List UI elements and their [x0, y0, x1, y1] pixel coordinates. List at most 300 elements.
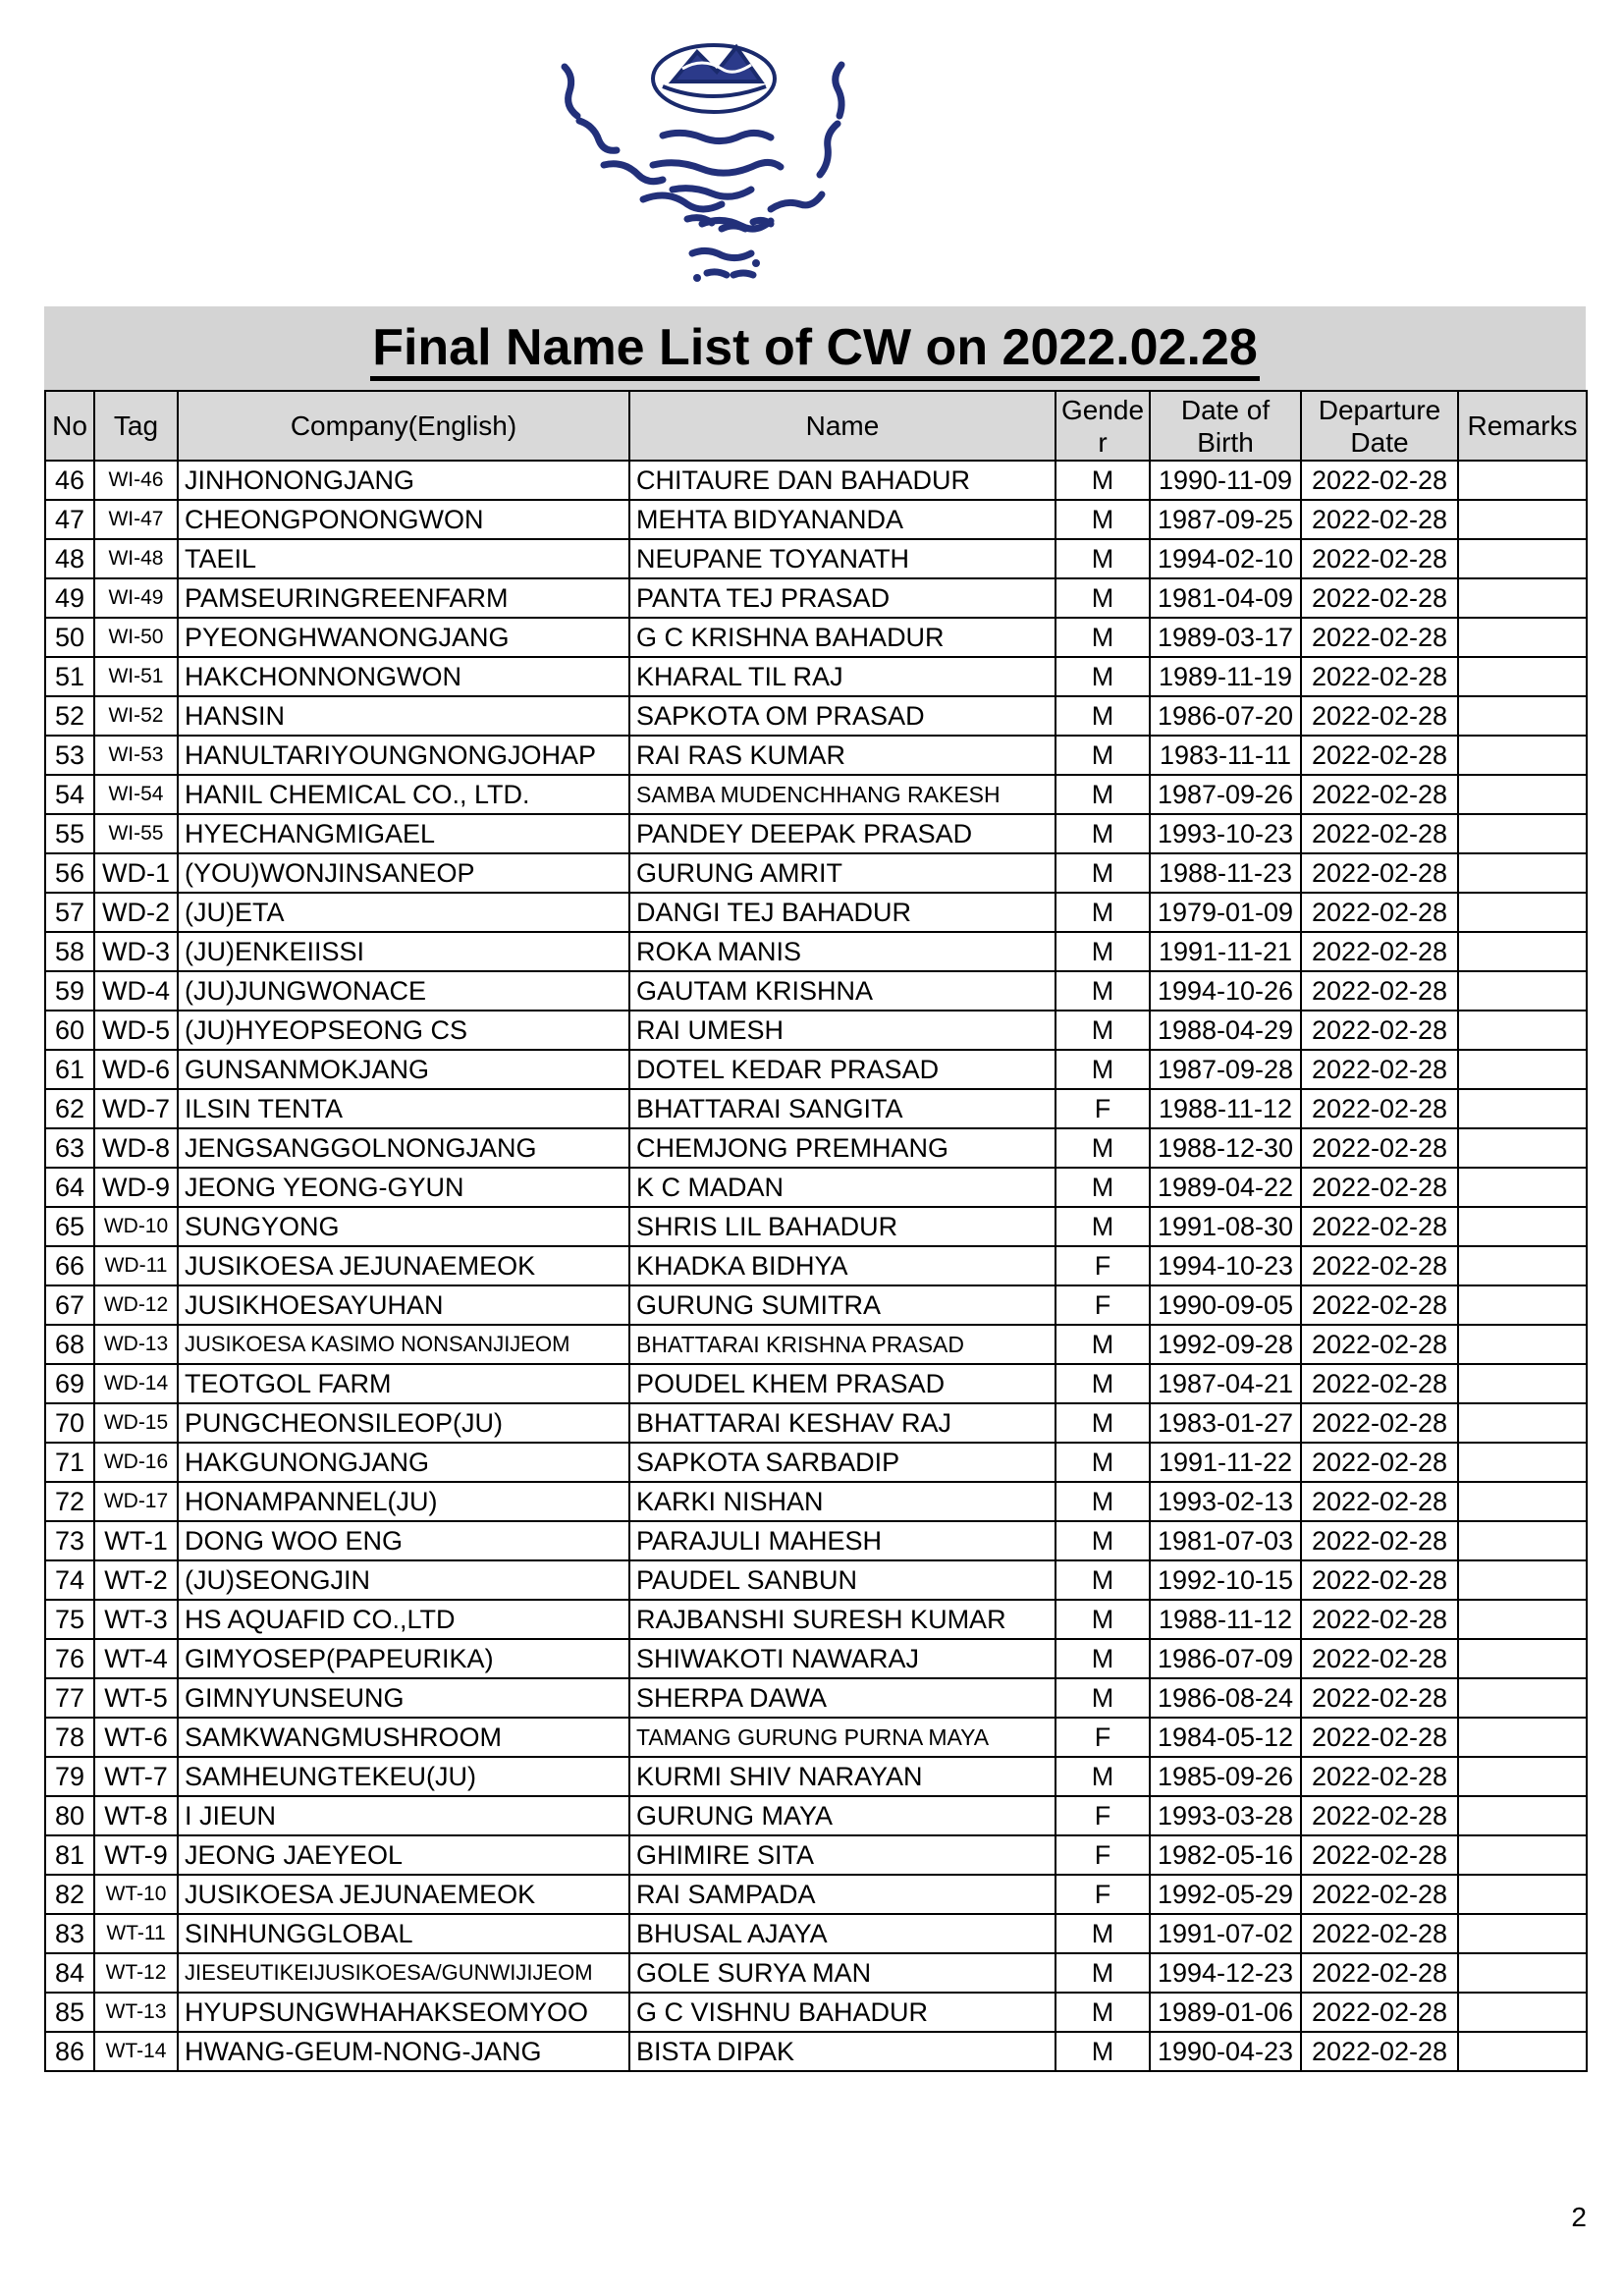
cell-no: 80 — [45, 1796, 94, 1835]
cell-gender: M — [1056, 1011, 1150, 1050]
cell-dob: 1985-09-26 — [1150, 1757, 1301, 1796]
table-row — [45, 1875, 1587, 1914]
cell-remarks — [1458, 618, 1587, 657]
cell-remarks — [1458, 814, 1587, 853]
cell-gender: M — [1056, 1168, 1150, 1207]
cell-dob: 1988-04-29 — [1150, 1011, 1301, 1050]
cell-remarks — [1458, 696, 1587, 736]
cell-gender: M — [1056, 1600, 1150, 1639]
cell-dob: 1993-02-13 — [1150, 1482, 1301, 1521]
page-title: Final Name List of CW on 2022.02.28 — [44, 312, 1586, 383]
header-tag: Tag — [94, 391, 178, 461]
cell-remarks — [1458, 1678, 1587, 1718]
cell-company: PAMSEURINGREENFARM — [178, 578, 629, 618]
cell-tag: WD-10 — [94, 1207, 178, 1246]
cell-name: NEUPANE TOYANATH — [629, 539, 1056, 578]
cell-tag: WT-13 — [94, 1993, 178, 2032]
cell-company: JUSIKOESA JEJUNAEMEOK — [178, 1875, 629, 1914]
table-row — [45, 1757, 1587, 1796]
cell-remarks — [1458, 1246, 1587, 1285]
table-row — [45, 736, 1587, 775]
cell-remarks — [1458, 893, 1587, 932]
cell-tag: WD-5 — [94, 1011, 178, 1050]
cell-gender: M — [1056, 1757, 1150, 1796]
header-no: No — [45, 391, 94, 461]
cell-dob: 1994-02-10 — [1150, 539, 1301, 578]
cell-departure: 2022-02-28 — [1301, 1364, 1458, 1403]
cell-gender: F — [1056, 1246, 1150, 1285]
cell-tag: WT-10 — [94, 1875, 178, 1914]
table-row — [45, 657, 1587, 696]
cell-remarks — [1458, 1639, 1587, 1678]
table-row — [45, 1403, 1587, 1443]
cell-gender: M — [1056, 578, 1150, 618]
cell-name: GHIMIRE SITA — [629, 1835, 1056, 1875]
cell-no: 72 — [45, 1482, 94, 1521]
cell-company: JIESEUTIKEIJUSIKOESA/GUNWIJIJEOM — [178, 1953, 629, 1993]
cell-company: PUNGCHEONSILEOP(JU) — [178, 1403, 629, 1443]
cell-remarks — [1458, 853, 1587, 893]
cell-remarks — [1458, 1325, 1587, 1364]
cell-gender: M — [1056, 1443, 1150, 1482]
table-row — [45, 500, 1587, 539]
cell-remarks — [1458, 539, 1587, 578]
cell-remarks — [1458, 1011, 1587, 1050]
table-row — [45, 1953, 1587, 1993]
cell-tag: WD-7 — [94, 1089, 178, 1128]
table-row — [45, 1246, 1587, 1285]
cell-departure: 2022-02-28 — [1301, 657, 1458, 696]
table-row — [45, 578, 1587, 618]
cell-remarks — [1458, 1875, 1587, 1914]
cell-name: GURUNG AMRIT — [629, 853, 1056, 893]
table-row — [45, 1443, 1587, 1482]
name-list-table — [44, 390, 1588, 2072]
cell-name: BHATTARAI KESHAV RAJ — [629, 1403, 1056, 1443]
cell-remarks — [1458, 1953, 1587, 1993]
cell-company: JENGSANGGOLNONGJANG — [178, 1128, 629, 1168]
cell-gender: M — [1056, 1325, 1150, 1364]
cell-no: 49 — [45, 578, 94, 618]
cell-gender: M — [1056, 853, 1150, 893]
cell-name: SHRIS LIL BAHADUR — [629, 1207, 1056, 1246]
cell-departure: 2022-02-28 — [1301, 853, 1458, 893]
cell-no: 81 — [45, 1835, 94, 1875]
cell-gender: M — [1056, 657, 1150, 696]
cell-no: 83 — [45, 1914, 94, 1953]
cell-dob: 1988-11-12 — [1150, 1600, 1301, 1639]
cell-name: SAMBA MUDENCHHANG RAKESH — [629, 775, 1056, 814]
cell-company: SINHUNGGLOBAL — [178, 1914, 629, 1953]
table-row — [45, 1325, 1587, 1364]
cell-tag: WI-54 — [94, 775, 178, 814]
cell-departure: 2022-02-28 — [1301, 932, 1458, 971]
cell-company: (JU)ETA — [178, 893, 629, 932]
cell-gender: M — [1056, 1560, 1150, 1600]
cell-company: JUSIKHOESAYUHAN — [178, 1285, 629, 1325]
cell-name: POUDEL KHEM PRASAD — [629, 1364, 1056, 1403]
cell-company: GUNSANMOKJANG — [178, 1050, 629, 1089]
cell-remarks — [1458, 932, 1587, 971]
cell-gender: M — [1056, 696, 1150, 736]
cell-dob: 1988-11-23 — [1150, 853, 1301, 893]
cell-tag: WT-5 — [94, 1678, 178, 1718]
cell-gender: F — [1056, 1718, 1150, 1757]
table-row — [45, 1011, 1587, 1050]
cell-gender: M — [1056, 814, 1150, 853]
cell-dob: 1987-09-25 — [1150, 500, 1301, 539]
cell-dob: 1983-11-11 — [1150, 736, 1301, 775]
cell-name: G C KRISHNA BAHADUR — [629, 618, 1056, 657]
cell-tag: WD-15 — [94, 1403, 178, 1443]
cell-no: 52 — [45, 696, 94, 736]
cell-no: 69 — [45, 1364, 94, 1403]
cell-departure: 2022-02-28 — [1301, 1953, 1458, 1993]
cell-tag: WI-48 — [94, 539, 178, 578]
cell-name: BHUSAL AJAYA — [629, 1914, 1056, 1953]
cell-tag: WT-7 — [94, 1757, 178, 1796]
cell-name: GURUNG SUMITRA — [629, 1285, 1056, 1325]
cell-remarks — [1458, 1560, 1587, 1600]
cell-no: 71 — [45, 1443, 94, 1482]
cell-gender: M — [1056, 1521, 1150, 1560]
cell-departure: 2022-02-28 — [1301, 893, 1458, 932]
cell-dob: 1987-04-21 — [1150, 1364, 1301, 1403]
cell-departure: 2022-02-28 — [1301, 1521, 1458, 1560]
cell-company: SUNGYONG — [178, 1207, 629, 1246]
cell-departure: 2022-02-28 — [1301, 1560, 1458, 1600]
cell-no: 58 — [45, 932, 94, 971]
cell-tag: WD-11 — [94, 1246, 178, 1285]
cell-dob: 1992-05-29 — [1150, 1875, 1301, 1914]
cell-departure: 2022-02-28 — [1301, 1089, 1458, 1128]
table-row — [45, 971, 1587, 1011]
cell-company: TAEIL — [178, 539, 629, 578]
cell-gender: M — [1056, 539, 1150, 578]
cell-company: SAMKWANGMUSHROOM — [178, 1718, 629, 1757]
cell-no: 51 — [45, 657, 94, 696]
cell-company: HAKCHONNONGWON — [178, 657, 629, 696]
cell-tag: WT-6 — [94, 1718, 178, 1757]
cell-no: 48 — [45, 539, 94, 578]
cell-no: 84 — [45, 1953, 94, 1993]
cell-gender: F — [1056, 1835, 1150, 1875]
cell-tag: WD-2 — [94, 893, 178, 932]
cell-no: 62 — [45, 1089, 94, 1128]
cell-no: 82 — [45, 1875, 94, 1914]
cell-name: PARAJULI MAHESH — [629, 1521, 1056, 1560]
cell-name: KURMI SHIV NARAYAN — [629, 1757, 1056, 1796]
cell-name: CHEMJONG PREMHANG — [629, 1128, 1056, 1168]
cell-gender: F — [1056, 1089, 1150, 1128]
cell-name: TAMANG GURUNG PURNA MAYA — [629, 1718, 1056, 1757]
table-row — [45, 1128, 1587, 1168]
cell-no: 73 — [45, 1521, 94, 1560]
cell-no: 66 — [45, 1246, 94, 1285]
cell-gender: M — [1056, 1953, 1150, 1993]
cell-company: JEONG JAEYEOL — [178, 1835, 629, 1875]
cell-name: GAUTAM KRISHNA — [629, 971, 1056, 1011]
cell-no: 57 — [45, 893, 94, 932]
cell-dob: 1987-09-28 — [1150, 1050, 1301, 1089]
header-departure: Departure Date — [1301, 391, 1458, 461]
table-row — [45, 1089, 1587, 1128]
cell-departure: 2022-02-28 — [1301, 2032, 1458, 2071]
cell-tag: WD-4 — [94, 971, 178, 1011]
cell-name: GOLE SURYA MAN — [629, 1953, 1056, 1993]
cell-dob: 1982-05-16 — [1150, 1835, 1301, 1875]
table-row — [45, 618, 1587, 657]
cell-tag: WT-14 — [94, 2032, 178, 2071]
cell-dob: 1984-05-12 — [1150, 1718, 1301, 1757]
cell-departure: 2022-02-28 — [1301, 500, 1458, 539]
cell-tag: WD-9 — [94, 1168, 178, 1207]
cell-company: GIMNYUNSEUNG — [178, 1678, 629, 1718]
cell-tag: WI-51 — [94, 657, 178, 696]
header-company: Company(English) — [178, 391, 629, 461]
cell-company: HONAMPANNEL(JU) — [178, 1482, 629, 1521]
table-row — [45, 1835, 1587, 1875]
cell-no: 86 — [45, 2032, 94, 2071]
cell-remarks — [1458, 1364, 1587, 1403]
cell-remarks — [1458, 1521, 1587, 1560]
table-row — [45, 696, 1587, 736]
cell-departure: 2022-02-28 — [1301, 814, 1458, 853]
cell-tag: WT-9 — [94, 1835, 178, 1875]
cell-dob: 1993-03-28 — [1150, 1796, 1301, 1835]
cell-departure: 2022-02-28 — [1301, 1875, 1458, 1914]
cell-tag: WD-6 — [94, 1050, 178, 1089]
cell-remarks — [1458, 1089, 1587, 1128]
cell-tag: WD-17 — [94, 1482, 178, 1521]
cell-departure: 2022-02-28 — [1301, 539, 1458, 578]
cell-tag: WT-8 — [94, 1796, 178, 1835]
cell-gender: M — [1056, 1050, 1150, 1089]
table-row — [45, 1050, 1587, 1089]
cell-departure: 2022-02-28 — [1301, 1443, 1458, 1482]
table-row — [45, 893, 1587, 932]
cell-company: (JU)ENKEIISSI — [178, 932, 629, 971]
cell-no: 50 — [45, 618, 94, 657]
cell-dob: 1992-10-15 — [1150, 1560, 1301, 1600]
cell-departure: 2022-02-28 — [1301, 736, 1458, 775]
cell-remarks — [1458, 1482, 1587, 1521]
cell-dob: 1981-07-03 — [1150, 1521, 1301, 1560]
cell-name: BHATTARAI KRISHNA PRASAD — [629, 1325, 1056, 1364]
cell-name: SHERPA DAWA — [629, 1678, 1056, 1718]
cell-remarks — [1458, 1757, 1587, 1796]
cell-tag: WI-53 — [94, 736, 178, 775]
table-row — [45, 1364, 1587, 1403]
cell-remarks — [1458, 1403, 1587, 1443]
cell-gender: M — [1056, 461, 1150, 500]
cell-name: DOTEL KEDAR PRASAD — [629, 1050, 1056, 1089]
cell-departure: 2022-02-28 — [1301, 1011, 1458, 1050]
cell-remarks — [1458, 736, 1587, 775]
cell-company: JUSIKOESA KASIMO NONSANJIJEOM — [178, 1325, 629, 1364]
cell-departure: 2022-02-28 — [1301, 1050, 1458, 1089]
cell-gender: M — [1056, 1639, 1150, 1678]
cell-dob: 1991-08-30 — [1150, 1207, 1301, 1246]
cell-company: TEOTGOL FARM — [178, 1364, 629, 1403]
cell-no: 53 — [45, 736, 94, 775]
cell-company: (JU)SEONGJIN — [178, 1560, 629, 1600]
table-row — [45, 1796, 1587, 1835]
cell-name: SAPKOTA OM PRASAD — [629, 696, 1056, 736]
cell-dob: 1994-12-23 — [1150, 1953, 1301, 1993]
cell-gender: M — [1056, 775, 1150, 814]
header-remarks: Remarks — [1458, 391, 1587, 461]
cell-remarks — [1458, 1168, 1587, 1207]
cell-dob: 1990-04-23 — [1150, 2032, 1301, 2071]
cell-departure: 2022-02-28 — [1301, 1285, 1458, 1325]
cell-dob: 1989-04-22 — [1150, 1168, 1301, 1207]
table-row — [45, 853, 1587, 893]
cell-company: (JU)HYEOPSEONG CS — [178, 1011, 629, 1050]
table-row — [45, 932, 1587, 971]
cell-name: BHATTARAI SANGITA — [629, 1089, 1056, 1128]
cell-name: SHIWAKOTI NAWARAJ — [629, 1639, 1056, 1678]
cell-departure: 2022-02-28 — [1301, 1835, 1458, 1875]
cell-name: RAI RAS KUMAR — [629, 736, 1056, 775]
cell-company: PYEONGHWANONGJANG — [178, 618, 629, 657]
cell-remarks — [1458, 971, 1587, 1011]
table-row — [45, 1560, 1587, 1600]
cell-name: PAUDEL SANBUN — [629, 1560, 1056, 1600]
table-row — [45, 1993, 1587, 2032]
cell-gender: M — [1056, 1403, 1150, 1443]
table-row — [45, 2032, 1587, 2071]
cell-tag: WT-3 — [94, 1600, 178, 1639]
cell-remarks — [1458, 775, 1587, 814]
cell-name: RAJBANSHI SURESH KUMAR — [629, 1600, 1056, 1639]
cell-remarks — [1458, 578, 1587, 618]
cell-dob: 1979-01-09 — [1150, 893, 1301, 932]
cell-tag: WT-1 — [94, 1521, 178, 1560]
cell-gender: M — [1056, 971, 1150, 1011]
cell-gender: M — [1056, 932, 1150, 971]
cell-departure: 2022-02-28 — [1301, 1993, 1458, 2032]
cell-remarks — [1458, 2032, 1587, 2071]
cell-dob: 1991-11-22 — [1150, 1443, 1301, 1482]
cell-dob: 1991-11-21 — [1150, 932, 1301, 971]
cell-departure: 2022-02-28 — [1301, 1207, 1458, 1246]
cell-tag: WD-13 — [94, 1325, 178, 1364]
cell-departure: 2022-02-28 — [1301, 971, 1458, 1011]
table-row — [45, 1718, 1587, 1757]
cell-dob: 1989-03-17 — [1150, 618, 1301, 657]
cell-remarks — [1458, 1050, 1587, 1089]
cell-departure: 2022-02-28 — [1301, 1246, 1458, 1285]
cell-departure: 2022-02-28 — [1301, 1600, 1458, 1639]
cell-dob: 1989-11-19 — [1150, 657, 1301, 696]
cell-company: HWANG-GEUM-NONG-JANG — [178, 2032, 629, 2071]
cell-dob: 1986-07-20 — [1150, 696, 1301, 736]
cell-remarks — [1458, 1600, 1587, 1639]
cell-company: HANIL CHEMICAL CO., LTD. — [178, 775, 629, 814]
cell-remarks — [1458, 1128, 1587, 1168]
cell-no: 75 — [45, 1600, 94, 1639]
cell-gender: F — [1056, 1285, 1150, 1325]
government-seal-icon — [525, 27, 898, 298]
cell-departure: 2022-02-28 — [1301, 1128, 1458, 1168]
cell-gender: M — [1056, 618, 1150, 657]
cell-departure: 2022-02-28 — [1301, 1639, 1458, 1678]
cell-gender: M — [1056, 1128, 1150, 1168]
cell-remarks — [1458, 1835, 1587, 1875]
cell-company: I JIEUN — [178, 1796, 629, 1835]
cell-no: 79 — [45, 1757, 94, 1796]
cell-no: 63 — [45, 1128, 94, 1168]
cell-remarks — [1458, 500, 1587, 539]
cell-departure: 2022-02-28 — [1301, 461, 1458, 500]
table-row — [45, 539, 1587, 578]
cell-no: 85 — [45, 1993, 94, 2032]
cell-name: SAPKOTA SARBADIP — [629, 1443, 1056, 1482]
table-row — [45, 775, 1587, 814]
cell-tag: WI-47 — [94, 500, 178, 539]
cell-name: DANGI TEJ BAHADUR — [629, 893, 1056, 932]
cell-dob: 1991-07-02 — [1150, 1914, 1301, 1953]
cell-gender: M — [1056, 1364, 1150, 1403]
cell-name: KHARAL TIL RAJ — [629, 657, 1056, 696]
cell-name: RAI UMESH — [629, 1011, 1056, 1050]
table-header-row — [45, 391, 1587, 461]
cell-no: 55 — [45, 814, 94, 853]
table-row — [45, 814, 1587, 853]
cell-gender: M — [1056, 1207, 1150, 1246]
cell-dob: 1987-09-26 — [1150, 775, 1301, 814]
cell-dob: 1981-04-09 — [1150, 578, 1301, 618]
cell-no: 77 — [45, 1678, 94, 1718]
cell-company: HYECHANGMIGAEL — [178, 814, 629, 853]
cell-departure: 2022-02-28 — [1301, 1403, 1458, 1443]
cell-departure: 2022-02-28 — [1301, 1914, 1458, 1953]
cell-dob: 1990-09-05 — [1150, 1285, 1301, 1325]
cell-no: 59 — [45, 971, 94, 1011]
cell-remarks — [1458, 657, 1587, 696]
table-row — [45, 1914, 1587, 1953]
cell-name: PANDEY DEEPAK PRASAD — [629, 814, 1056, 853]
cell-dob: 1990-11-09 — [1150, 461, 1301, 500]
cell-name: RAI SAMPADA — [629, 1875, 1056, 1914]
table-row — [45, 461, 1587, 500]
cell-no: 46 — [45, 461, 94, 500]
cell-tag: WT-11 — [94, 1914, 178, 1953]
cell-name: ROKA MANIS — [629, 932, 1056, 971]
cell-tag: WI-52 — [94, 696, 178, 736]
cell-departure: 2022-02-28 — [1301, 696, 1458, 736]
cell-no: 56 — [45, 853, 94, 893]
cell-name: GURUNG MAYA — [629, 1796, 1056, 1835]
cell-name: K C MADAN — [629, 1168, 1056, 1207]
cell-dob: 1988-12-30 — [1150, 1128, 1301, 1168]
cell-company: JUSIKOESA JEJUNAEMEOK — [178, 1246, 629, 1285]
cell-remarks — [1458, 1285, 1587, 1325]
cell-company: (YOU)WONJINSANEOP — [178, 853, 629, 893]
cell-company: JINHONONGJANG — [178, 461, 629, 500]
cell-name: KHADKA BIDHYA — [629, 1246, 1056, 1285]
cell-gender: F — [1056, 1796, 1150, 1835]
table-row — [45, 1600, 1587, 1639]
cell-dob: 1994-10-23 — [1150, 1246, 1301, 1285]
cell-departure: 2022-02-28 — [1301, 578, 1458, 618]
cell-company: HANULTARIYOUNGNONGJOHAP — [178, 736, 629, 775]
cell-tag: WD-12 — [94, 1285, 178, 1325]
cell-no: 54 — [45, 775, 94, 814]
header-gender: Gende r — [1056, 391, 1150, 461]
cell-remarks — [1458, 1796, 1587, 1835]
